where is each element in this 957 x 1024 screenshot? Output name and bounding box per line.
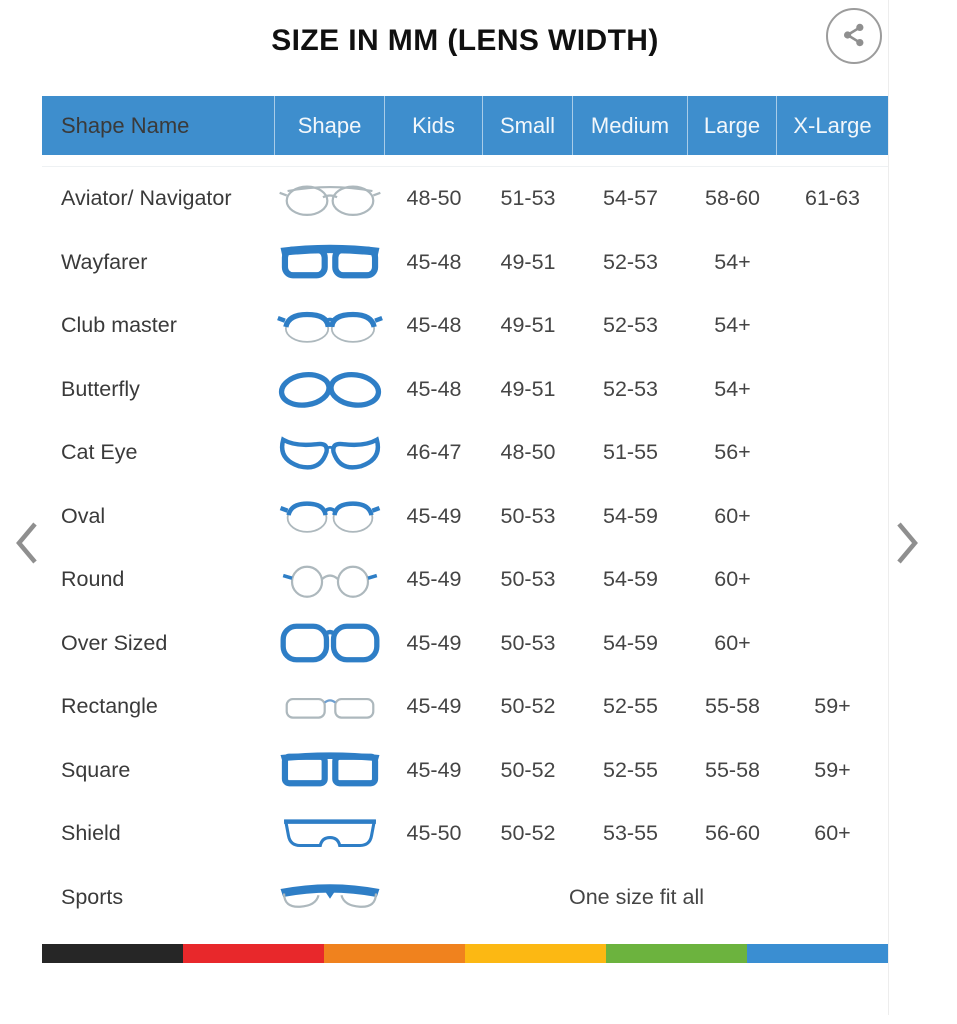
size-value-xlarge: 60+ bbox=[814, 821, 851, 846]
clubmaster-glasses-icon bbox=[275, 303, 385, 349]
size-value-kids: 45-48 bbox=[406, 376, 462, 401]
size-value-kids: 45-50 bbox=[406, 821, 462, 846]
shape-name: Wayfarer bbox=[61, 249, 148, 274]
carousel-next-button[interactable] bbox=[894, 519, 920, 570]
size-value-xlarge: 61-63 bbox=[805, 186, 860, 211]
sports-glasses-icon bbox=[275, 874, 385, 920]
shape-name: Shield bbox=[61, 821, 121, 846]
round-glasses-icon bbox=[275, 557, 385, 603]
column-header-shape: Shape bbox=[275, 96, 385, 155]
size-value-small: 50-53 bbox=[500, 503, 556, 528]
square-glasses-icon bbox=[275, 747, 385, 793]
size-value-kids: 48-50 bbox=[406, 186, 462, 211]
stripe-segment bbox=[42, 944, 183, 963]
oval-glasses-icon bbox=[275, 493, 385, 539]
wayfarer-glasses-icon bbox=[275, 239, 385, 285]
size-value-small: 50-53 bbox=[500, 567, 556, 592]
size-value-small: 50-52 bbox=[500, 821, 556, 846]
column-header-small: Small bbox=[483, 96, 573, 155]
shape-name: Square bbox=[61, 757, 131, 782]
column-header-large: Large bbox=[688, 96, 777, 155]
size-value-large: 56-60 bbox=[705, 821, 760, 846]
table-row bbox=[42, 358, 888, 422]
size-value-kids: 45-49 bbox=[406, 694, 462, 719]
table-row bbox=[42, 866, 888, 930]
size-value-kids: 45-49 bbox=[406, 757, 462, 782]
shape-name: Sports bbox=[61, 884, 124, 909]
size-value-medium: 53-55 bbox=[603, 821, 658, 846]
size-value-small: 50-52 bbox=[500, 694, 556, 719]
chevron-left-icon bbox=[14, 555, 40, 570]
size-value-xlarge: 59+ bbox=[814, 694, 851, 719]
size-value-medium: 52-53 bbox=[603, 249, 658, 274]
size-value-small: 49-51 bbox=[500, 376, 556, 401]
table-row bbox=[42, 548, 888, 612]
stripe-segment bbox=[747, 944, 888, 963]
size-value-medium: 52-55 bbox=[603, 757, 658, 782]
butterfly-glasses-icon bbox=[275, 366, 385, 412]
stripe-segment bbox=[606, 944, 747, 963]
rectangle-glasses-icon bbox=[275, 684, 385, 730]
table-row bbox=[42, 485, 888, 549]
size-value-medium: 52-53 bbox=[603, 313, 658, 338]
shape-name: Butterfly bbox=[61, 376, 140, 401]
size-value-large: 60+ bbox=[714, 630, 751, 655]
size-value-medium: 52-53 bbox=[603, 376, 658, 401]
column-header-x-large: X-Large bbox=[793, 112, 872, 138]
one-size-label: One size fit all bbox=[568, 884, 705, 909]
size-value-medium: 54-59 bbox=[603, 567, 658, 592]
shape-name: Over Sized bbox=[61, 630, 168, 655]
column-header-shape-name: Shape Name bbox=[42, 96, 275, 155]
stripe-segment bbox=[183, 944, 324, 963]
size-value-medium: 54-57 bbox=[603, 186, 658, 211]
size-value-medium: 52-55 bbox=[603, 694, 658, 719]
share-icon bbox=[840, 21, 868, 52]
size-value-kids: 45-49 bbox=[406, 630, 462, 655]
table-row bbox=[42, 612, 888, 676]
table-row bbox=[42, 802, 888, 866]
column-header-medium: Medium bbox=[573, 96, 688, 155]
size-value-medium: 51-55 bbox=[603, 440, 658, 465]
aviator-glasses-icon bbox=[275, 176, 385, 222]
size-value-xlarge: 59+ bbox=[814, 757, 851, 782]
size-value-kids: 45-49 bbox=[406, 503, 462, 528]
cateye-glasses-icon bbox=[275, 430, 385, 476]
table-row bbox=[42, 231, 888, 295]
share-button[interactable] bbox=[826, 8, 882, 64]
page-right-divider bbox=[888, 0, 889, 1015]
size-value-medium: 54-59 bbox=[603, 630, 658, 655]
size-value-large: 60+ bbox=[714, 503, 751, 528]
size-value-kids: 45-48 bbox=[406, 313, 462, 338]
size-value-kids: 45-49 bbox=[406, 567, 462, 592]
size-value-large: 54+ bbox=[714, 313, 751, 338]
table-row bbox=[42, 294, 888, 358]
shape-name: Aviator/ Navigator bbox=[61, 186, 232, 211]
size-value-small: 49-51 bbox=[500, 249, 556, 274]
size-value-large: 54+ bbox=[714, 249, 751, 274]
size-value-kids: 46-47 bbox=[406, 440, 462, 465]
table-row bbox=[42, 167, 888, 231]
table-row bbox=[42, 739, 888, 803]
chevron-right-icon bbox=[894, 555, 920, 570]
table-row bbox=[42, 421, 888, 485]
size-value-large: 58-60 bbox=[705, 186, 760, 211]
table-row bbox=[42, 675, 888, 739]
size-value-medium: 54-59 bbox=[603, 503, 658, 528]
shape-name: Round bbox=[61, 567, 125, 592]
shape-name: Club master bbox=[61, 313, 177, 338]
shield-glasses-icon bbox=[275, 811, 385, 857]
size-value-kids: 45-48 bbox=[406, 249, 462, 274]
size-value-small: 49-51 bbox=[500, 313, 556, 338]
table-header bbox=[42, 96, 888, 155]
page-title: SIZE IN MM (LENS WIDTH) bbox=[271, 24, 659, 57]
size-value-large: 55-58 bbox=[705, 757, 760, 782]
shape-name: Oval bbox=[61, 503, 106, 528]
stripe-segment bbox=[324, 944, 465, 963]
size-value-small: 50-53 bbox=[500, 630, 556, 655]
size-value-large: 60+ bbox=[714, 567, 751, 592]
shape-name: Rectangle bbox=[61, 694, 158, 719]
size-value-small: 48-50 bbox=[500, 440, 556, 465]
size-value-large: 55-58 bbox=[705, 694, 760, 719]
size-value-small: 50-52 bbox=[500, 757, 556, 782]
shape-name: Cat Eye bbox=[61, 440, 138, 465]
size-value-small: 51-53 bbox=[500, 186, 556, 211]
size-value-large: 56+ bbox=[714, 440, 751, 465]
carousel-prev-button[interactable] bbox=[14, 519, 40, 570]
footer-color-stripe bbox=[42, 944, 888, 963]
oversized-glasses-icon bbox=[275, 620, 385, 666]
column-header-kids: Kids bbox=[385, 96, 483, 155]
size-table bbox=[42, 166, 888, 929]
stripe-segment bbox=[465, 944, 606, 963]
size-value-large: 54+ bbox=[714, 376, 751, 401]
